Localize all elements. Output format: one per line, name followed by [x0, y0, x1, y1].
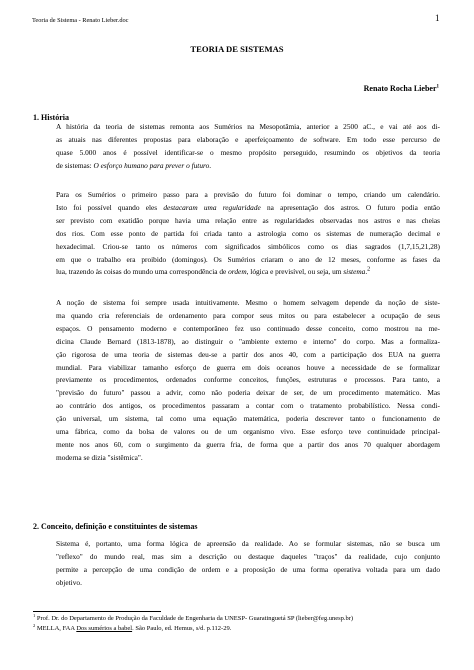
emphasis-text: O esforço humano para prever o futuro: [93, 160, 210, 170]
footnote-text: MELLA, FAA: [35, 625, 77, 632]
paragraph-text: .: [365, 267, 368, 277]
paragraph-line: A noção de sistema foi sempre usada intuitivamente. Mesmo o homem selvagem depende da noção de siste-: [56, 298, 440, 307]
author-name: [364, 84, 439, 93]
paragraph-historia-2: [56, 189, 440, 279]
footnote-ref-1: 1: [436, 84, 439, 90]
paragraph-line: ma quando cria referenciais de ordenamento para compor seus mitos ou para estabelecer a ocupação de seus: [56, 310, 440, 320]
paragraph-line: permite a percepção de uma condição de ordem e a proposição de uma forma operativa voltada para um dado: [56, 564, 440, 574]
paragraph-line: ao contrário dos antigos, os procedimentos passaram a contar com o tratamento probabilístico. Nessa condi-: [56, 401, 440, 411]
paragraph-line: mundial. Para viabilizar tamanho esforço de guerra em dois oceanos houve a necessidade de se formalizar: [56, 362, 440, 372]
paragraph-line: "reflexo" do mundo real, mas sim a descrição ou destaque daqueles "traços" da realidade, cujo conjunto: [56, 551, 440, 561]
footnote-2: [33, 622, 232, 632]
paragraph-line: quase 5.000 anos é possível identificar-se o mesmo propósito perseguido, resumindo os objetivos da teoria: [56, 147, 440, 157]
paragraph-line: objetivo.: [56, 577, 82, 587]
paragraph-line: [56, 202, 440, 215]
paragraph-line: [56, 266, 440, 279]
paragraph-line: previamente os procedimentos, ordenados conforme conceitos, funções, estruturas e processos. Para tanto, a: [56, 375, 440, 385]
document-title: TEORIA DE SISTEMAS: [190, 44, 284, 54]
paragraph-line: uma fábrica, como da bolsa de valores ou de um organismo vivo. Esse esforço teve continuidade principal-: [56, 427, 440, 437]
paragraph-text: Isto foi possível quando eles: [56, 202, 164, 212]
paragraph-line: ser previsto com exatidão porque havia uma relação entre as regularidades observadas nos astros e nas cheias: [56, 215, 440, 225]
paragraph-line: moderna se dizia "sistêmica".: [56, 452, 143, 462]
section-heading-historia: 1. História: [33, 113, 69, 122]
paragraph-historia-1: [56, 121, 440, 173]
paragraph-line: hexadecimal. Criou-se tanto os números com significados simbólicos como os dias sagrados (1,7,15,21,28): [56, 241, 440, 251]
paragraph-line: [56, 160, 440, 173]
paragraph-text: de sistemas:: [56, 160, 94, 170]
footnote-mark: 1: [33, 612, 36, 618]
paragraph-text: , lógica e previsível, ou seja, um: [246, 267, 344, 277]
paragraph-line: Para os Sumérios o primeiro passo para a previsão do futuro foi dominar o tempo, criando um calendário.: [56, 190, 440, 199]
paragraph-text: na apresentação dos astros. O futuro podia então: [260, 202, 440, 212]
paragraph-line: A história da teoria de sistemas remonta aos Sumérios na Mesopotâmia, anterior a 2500 aC., e vai até aos di-: [56, 122, 440, 131]
paragraph-text: lua, trazendo às coisas do mundo uma correspondência de: [56, 267, 229, 277]
paragraph-line: dicina Claude Bernard (1813-1878), ao distinguir o "ambiente externo e interno" do corpo. Mas a formaliza-: [56, 336, 440, 346]
emphasis-text: sistema: [343, 267, 366, 277]
footnote-divider: [33, 611, 161, 612]
footnote-mark: 2: [33, 622, 36, 628]
footnote-ref-2: 2: [367, 267, 371, 273]
footnote-text: Prof. Dr. do Departamento de Produção da Faculdade de Engenharia da UNESP- Guaratinguetá SP (lieber@feg.unesp.br): [35, 615, 354, 622]
emphasis-text: destacaram uma regularidade: [163, 202, 261, 212]
paragraph-line: mente nos anos 60, com o surgimento da guerra fria, de forma que a partir dos anos 70 qualquer abordagem: [56, 439, 440, 449]
paragraph-line: as atuais nas diferentes propostas para elaboração e aperfeiçoamento de software. Em todo esse percurso de: [56, 134, 440, 144]
author-name-text: Renato Rocha Lieber: [363, 84, 437, 93]
emphasis-text: ordem: [228, 267, 247, 277]
page-number: 1: [435, 13, 440, 23]
paragraph-line: "previsão do futuro" passou a advir, como não poderia deixar de ser, de um procedimento matemático. Mas: [56, 388, 440, 398]
section-heading-conceito: 2. Conceito, definição e constituintes de sistemas: [33, 522, 198, 531]
paragraph-line: em que o trabalho era proibido (domingos). Os Sumérios criaram o ano de 12 meses, conforme as fases da: [56, 254, 440, 264]
footnote-text: . São Paulo, ed. Hemus, s/d. p.112-29.: [132, 625, 232, 632]
paragraph-line: ção rigorosa de uma teoria de sistemas deu-se a partir dos anos 40, com a participação dos EUA na guerra: [56, 349, 440, 359]
paragraph-text: .: [209, 160, 212, 170]
paragraph-historia-3: [56, 297, 440, 465]
running-header-filename: Teoria de Sistema - Renato Lieber.doc: [32, 17, 129, 24]
paragraph-line: Sistema é, portanto, uma forma lógica de apreensão da realidade. Ao se formular sistemas, não se busca um: [56, 539, 440, 548]
paragraph-line: ção universal, um sistema, tal como uma equação matemática, poderia descrever tanto o funcionamento de: [56, 414, 440, 424]
paragraph-line: espaços. O pensamento moderno e contemporâneo fez uso continuado desse conceito, como mostrou na me-: [56, 323, 440, 333]
footnote-1: [33, 612, 354, 622]
footnote-reference-title: Dos sumérios a babel: [76, 625, 133, 632]
paragraph-conceito-1: [56, 538, 440, 590]
paragraph-line: dos rios. Com esse ponto de partida foi criada tanto a astrologia como os sistemas de numeração decimal e: [56, 228, 440, 238]
